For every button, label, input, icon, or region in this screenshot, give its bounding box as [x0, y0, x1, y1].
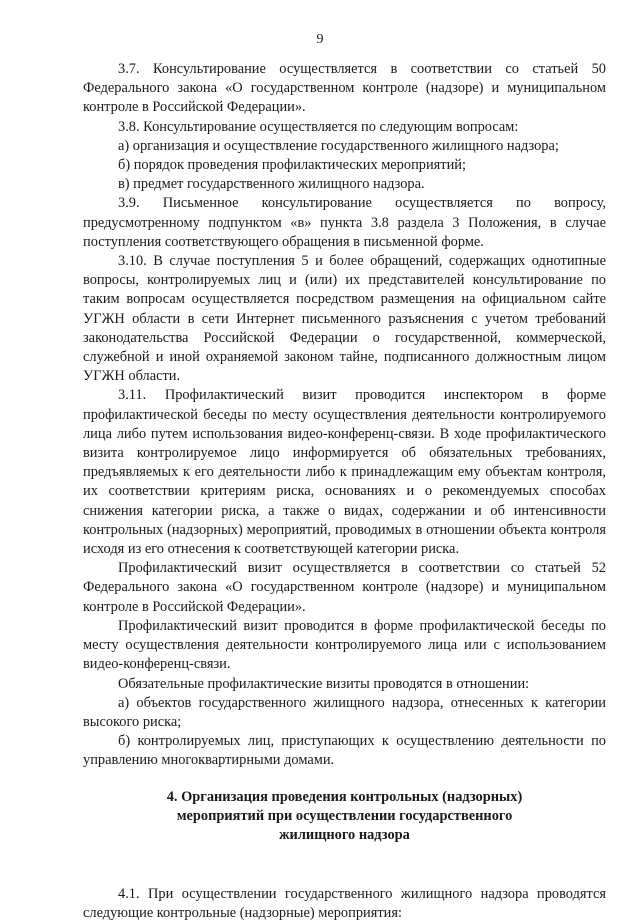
paragraph-4-1: 4.1. При осуществлении государственного жилищного надзора проводятся следующие контрольные (надзорные) мероприятия:	[83, 885, 606, 921]
paragraph-visit-law: Профилактический визит осуществляется в соответствии со статьей 52 Федерального закона «О государственном контроле (надзоре) и муниципальном контроле в Российской Федерации».	[83, 560, 606, 615]
list-item-visits-a: а) объектов государственного жилищного надзора, отнесенных к категории высокого риска;	[83, 694, 606, 730]
list-item-3-8-b: б) порядок проведения профилактических мероприятий;	[118, 157, 466, 174]
list-item-3-8-c: в) предмет государственного жилищного надзора.	[118, 176, 425, 193]
paragraph-3-7: 3.7. Консультирование осуществляется в соответствии со статьей 50 Федерального закона «О государственном контроле (надзоре) и муниципальном контроле в Российской Федерации».	[83, 61, 606, 116]
section-heading-line: 4. Организация проведения контрольных (надзорных)	[166, 788, 523, 805]
document-body	[83, 60, 606, 923]
paragraph-3-8: 3.8. Консультирование осуществляется по следующим вопросам:	[118, 118, 519, 135]
paragraph-3-9: 3.9. Письменное консультирование осуществляется по вопросу, предусмотренному подпунктом «в» пункта 3.8 раздела 3 Положения, в случае поступления соответствующего обращения в письменной форме.	[83, 195, 606, 250]
paragraph-mandatory-visits: Обязательные профилактические визиты проводятся в отношении:	[118, 675, 530, 692]
section-heading-4	[83, 788, 606, 845]
paragraph-3-11: 3.11. Профилактический визит проводится инспектором в форме профилактической беседы по месту осуществления деятельности контролируемого лица либо путем использования видео-конференц-связи. В ходе профилактического визита контролируемое лицо информируется об обязательных требованиях, предъявляемых к его деятельности либо к принадлежащим ему объектам контроля, их соответствии критериям риска, основаниях и о рекомендуемых способах снижения категории риска, а также о видах, содержании и об интенсивности контрольных (надзорных) мероприятий, проводимых в отношении объекта контроля исходя из его отнесения к соответствующей категории риска.	[83, 387, 606, 558]
list-item-3-8-a: а) организация и осуществление государственного жилищного надзора;	[118, 137, 559, 154]
section-heading-line: жилищного надзора	[279, 826, 410, 843]
paragraph-visit-form: Профилактический визит проводится в форме профилактической беседы по месту осуществления деятельности контролируемого лица или с использованием видео-конференц-связи.	[83, 617, 606, 673]
section-heading-line: мероприятий при осуществлении государственного	[176, 807, 513, 824]
page-number: 9	[316, 32, 324, 47]
paragraph-3-10: 3.10. В случае поступления 5 и более обращений, содержащих однотипные вопросы, контролируемых лиц и (или) их представителей консультирование по таким вопросам осуществляется посредством размещения на официальном сайте УГЖН области в сети Интернет письменного разъяснения с учетом требований законодательства Российской Федерации о государственной, коммерческой, служебной и иной охраняемой законом тайне, подписанного должностным лицом УГЖН области.	[83, 253, 606, 385]
list-item-visits-b: б) контролируемых лиц, приступающих к осуществлению деятельности по управлению многоквартирными домами.	[83, 733, 606, 769]
